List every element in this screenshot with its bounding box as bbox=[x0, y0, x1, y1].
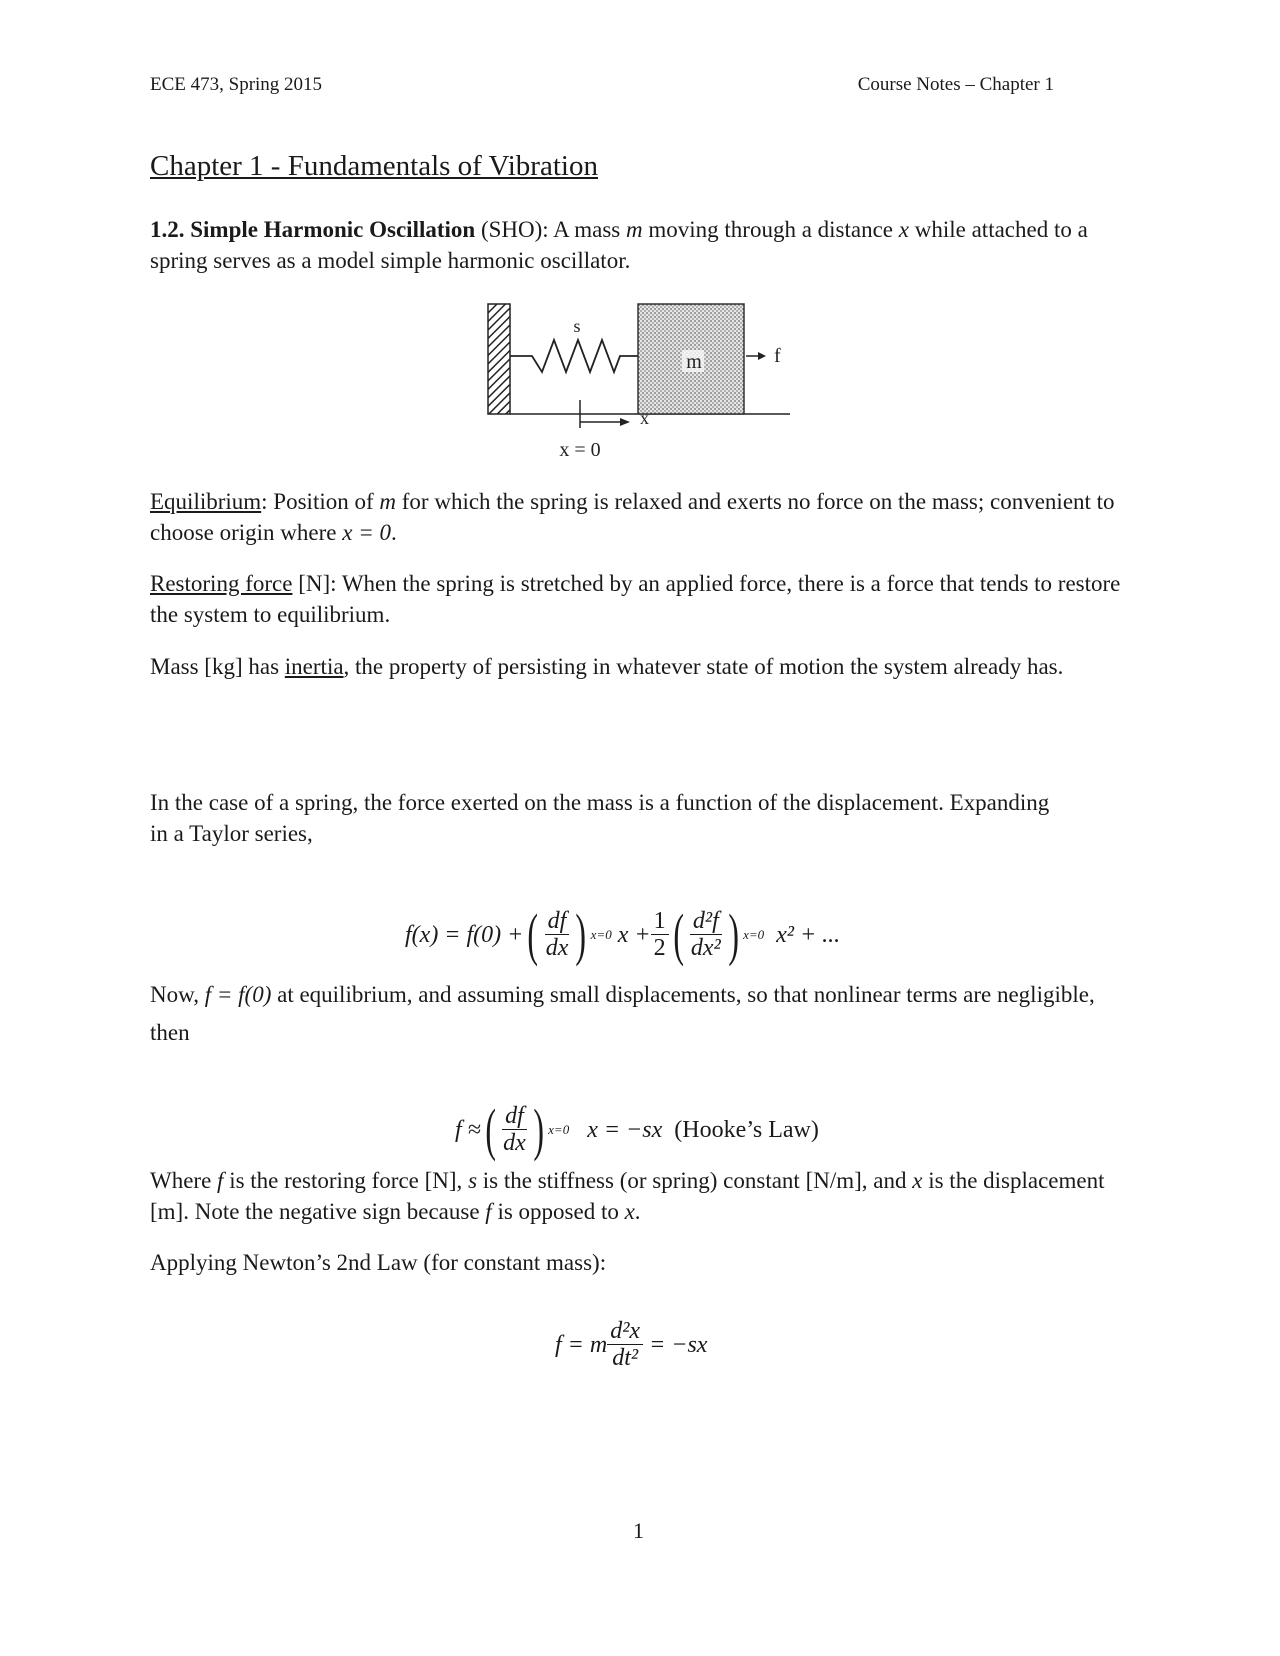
mass-text-2: , the property of persisting in whatever state of motion the system already has. bbox=[343, 654, 1064, 679]
var-s: s bbox=[468, 1168, 478, 1193]
newton-den: dt² bbox=[612, 1344, 639, 1371]
now-text: Now, bbox=[150, 982, 205, 1007]
var-m: m bbox=[379, 489, 397, 514]
section-text-end: while attached to a spring serves as a model simple harmonic oscillator. bbox=[150, 217, 1088, 273]
restoring-term: Restoring force bbox=[150, 571, 293, 596]
x-label: x bbox=[640, 408, 649, 428]
equilibrium-condition: x = 0 bbox=[342, 520, 391, 545]
var-x: x bbox=[912, 1168, 923, 1193]
equilibrium-end: . bbox=[390, 520, 397, 545]
chapter-title: Chapter 1 - Fundamentals of Vibration bbox=[150, 150, 598, 182]
half-den: 2 bbox=[653, 934, 666, 961]
section-heading: 1.2. Simple Harmonic Oscillation bbox=[150, 217, 476, 242]
d2-den: dx² bbox=[690, 934, 721, 961]
spring bbox=[510, 340, 638, 372]
where-text-5: is opposed to bbox=[491, 1199, 625, 1224]
d2-num: d²f bbox=[690, 909, 722, 935]
spring-label: s bbox=[573, 316, 581, 336]
x-arrow-head bbox=[620, 418, 630, 426]
paren-close: ) bbox=[575, 902, 587, 967]
where-text-3: is the stiffness (or spring) constant [N/m], and bbox=[477, 1168, 913, 1193]
section-text-mid: moving through a distance bbox=[642, 217, 899, 242]
now-paragraph bbox=[150, 976, 1130, 1052]
where-text-2: is the restoring force [N], bbox=[223, 1168, 469, 1193]
force-arrow-head bbox=[758, 352, 766, 360]
where-text-6: . bbox=[634, 1199, 641, 1224]
first-derivative bbox=[543, 909, 572, 962]
mass-label: m bbox=[686, 351, 702, 373]
newton-lhs: f = m bbox=[555, 1331, 608, 1358]
now-text-2: at equilibrium, and assuming small displacements, so that nonlinear terms are negligible, then bbox=[150, 982, 1095, 1045]
equilibrium-paragraph bbox=[150, 486, 1130, 548]
hooke-rhs: x = −sx bbox=[587, 1116, 663, 1143]
paren-open-3: ( bbox=[485, 1097, 496, 1162]
spring-case-paragraph: In the case of a spring, the force exerted on the mass is a function of the displacement. Expanding in a Taylor series, bbox=[150, 790, 1050, 846]
taylor-tail: x² + ... bbox=[776, 921, 841, 948]
eval-subscript-2: x=0 bbox=[743, 927, 765, 942]
eval-subscript: x=0 bbox=[590, 927, 612, 942]
where-text: Where bbox=[150, 1168, 218, 1193]
taylor-lhs: f(x) = f(0) + bbox=[405, 921, 524, 948]
hooke-num: df bbox=[502, 1104, 527, 1130]
hooke-lhs: f ≈ bbox=[455, 1116, 481, 1143]
newton-equation bbox=[555, 1305, 707, 1385]
newton-paragraph: Applying Newton’s 2nd Law (for constant mass): bbox=[150, 1250, 607, 1275]
where-paragraph bbox=[150, 1165, 1130, 1227]
now-condition: f = f(0) bbox=[204, 982, 272, 1007]
equilibrium-text-2: for which the spring is relaxed and exerts no force on the mass; convenient to choose origin where bbox=[150, 489, 1115, 545]
where-text-4: is the displacement [m]. Note the negative sign because bbox=[150, 1168, 1105, 1224]
header-right: Course Notes – Chapter 1 bbox=[857, 74, 1054, 95]
newton-num: d²x bbox=[607, 1319, 643, 1345]
inertia-term: inertia bbox=[284, 654, 344, 679]
second-time-derivative bbox=[607, 1319, 643, 1372]
paren-open-2: ( bbox=[672, 902, 684, 967]
force-label: f bbox=[774, 345, 781, 367]
section-text: (SHO): A mass bbox=[475, 217, 626, 242]
var-f: f bbox=[217, 1168, 224, 1193]
taylor-x-plus: x + bbox=[617, 921, 651, 948]
hooke-derivative bbox=[500, 1104, 529, 1157]
half-fraction bbox=[651, 909, 669, 962]
var-f-2: f bbox=[485, 1199, 492, 1224]
paren-close-3: ) bbox=[533, 1097, 544, 1162]
section-intro bbox=[150, 214, 1130, 276]
taylor-equation bbox=[405, 880, 840, 990]
restoring-paragraph bbox=[150, 568, 1130, 630]
hooke-den: dx bbox=[503, 1129, 526, 1156]
var-x-2: x bbox=[624, 1199, 635, 1224]
hooke-label: (Hooke’s Law) bbox=[674, 1116, 819, 1143]
hooke-equation bbox=[455, 1090, 819, 1170]
d1-num: df bbox=[545, 909, 570, 935]
wall bbox=[488, 304, 510, 414]
newton-rhs: = −sx bbox=[649, 1331, 708, 1358]
origin-label: x = 0 bbox=[559, 439, 601, 461]
spring-mass-diagram bbox=[470, 296, 810, 476]
mass-paragraph bbox=[150, 651, 1130, 682]
var-x: x bbox=[898, 217, 909, 242]
equilibrium-text: : Position of bbox=[261, 489, 380, 514]
mass-text: Mass [kg] has bbox=[150, 654, 285, 679]
paren-close-2: ) bbox=[728, 902, 739, 967]
paren-open: ( bbox=[527, 902, 539, 967]
var-m: m bbox=[626, 217, 643, 242]
restoring-text: [N]: When the spring is stretched by an applied force, there is a force that tends to restore the system to equilibrium. bbox=[150, 571, 1121, 627]
second-derivative bbox=[688, 909, 724, 962]
page-number: 1 bbox=[633, 1518, 644, 1543]
hooke-subscript: x=0 bbox=[548, 1122, 570, 1137]
header-left: ECE 473, Spring 2015 bbox=[150, 74, 323, 95]
half-num: 1 bbox=[651, 909, 669, 935]
equilibrium-term: Equilibrium bbox=[150, 489, 262, 514]
d1-den: dx bbox=[545, 934, 569, 961]
